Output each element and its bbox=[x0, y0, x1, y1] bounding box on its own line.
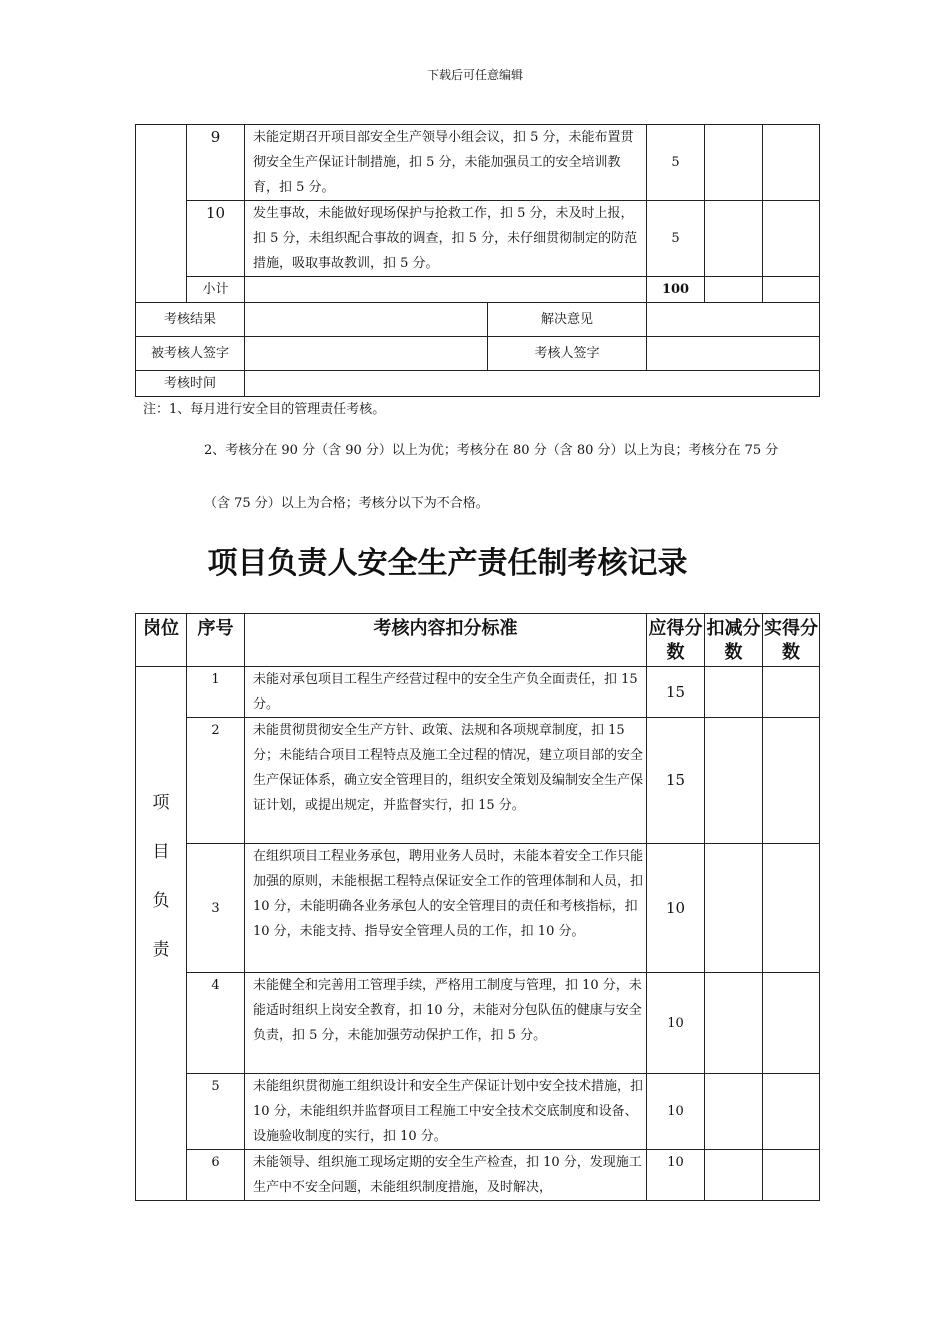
row-content: 未能贯彻贯彻安全生产方针、政策、法规和各项规章制度，扣 15 分；未能结合项目工程特点及施工全过程的情况，建立项目部的安全生产保证体系，确立安全管理目的，组织安全策划及编制安全生产保证计划，或提出规定，并监督实行，扣 15 分。 bbox=[245, 718, 647, 844]
table-row bbox=[136, 718, 820, 844]
row-content: 未能领导、组织施工现场定期的安全生产检查，扣 10 分，发现施工生产中不安全问题，未能组织制度措施，及时解决， bbox=[245, 1150, 647, 1201]
row-due-score: 10 bbox=[647, 973, 705, 1074]
table-header-row bbox=[136, 614, 820, 667]
row-deduct-score[interactable] bbox=[705, 718, 763, 844]
row-number: 4 bbox=[187, 973, 245, 1074]
note-line-2: 2、考核分在 90 分（含 90 分）以上为优；考核分在 80 分（含 80 分）以上为良；考核分在 75 分 bbox=[204, 443, 779, 458]
note-line-3: （含 75 分）以上为合格；考核分以下为不合格。 bbox=[204, 496, 489, 511]
assessment-table-continued bbox=[135, 124, 820, 397]
row-actual-score[interactable] bbox=[763, 1150, 820, 1201]
row-number: 1 bbox=[187, 667, 245, 718]
result-field[interactable] bbox=[245, 303, 488, 337]
row-deduct-score[interactable] bbox=[705, 125, 763, 201]
time-row bbox=[136, 371, 820, 397]
post-cell bbox=[136, 667, 187, 1201]
row-due-score: 15 bbox=[647, 718, 705, 844]
post-cell-empty bbox=[136, 125, 187, 303]
subtotal-row bbox=[136, 277, 820, 303]
time-label: 考核时间 bbox=[136, 371, 245, 397]
table-row bbox=[136, 667, 820, 718]
row-number: 9 bbox=[187, 125, 245, 201]
time-field[interactable] bbox=[245, 371, 820, 397]
subtotal-content-empty bbox=[245, 277, 647, 303]
row-due-score: 10 bbox=[647, 844, 705, 973]
header-content: 考核内容扣分标准 bbox=[245, 614, 647, 667]
row-content: 未能对承包项目工程生产经营过程中的安全生产负全面责任，扣 15 分。 bbox=[245, 667, 647, 718]
row-number: 10 bbox=[187, 201, 245, 277]
row-number: 6 bbox=[187, 1150, 245, 1201]
row-actual-score[interactable] bbox=[763, 973, 820, 1074]
page-header: 下载后可任意编辑 bbox=[426, 68, 523, 82]
header-post: 岗位 bbox=[136, 614, 187, 667]
table-row bbox=[136, 201, 820, 277]
result-row bbox=[136, 303, 820, 337]
row-actual-score[interactable] bbox=[763, 667, 820, 718]
row-number: 5 bbox=[187, 1074, 245, 1150]
row-content: 未能定期召开项目部安全生产领导小组会议，扣 5 分，未能布置贯彻安全生产保证计制措施，扣 5 分，未能加强员工的安全培训教育，扣 5 分。 bbox=[245, 125, 647, 201]
row-due-score: 10 bbox=[647, 1150, 705, 1201]
table-row bbox=[136, 1074, 820, 1150]
opinion-label: 解决意见 bbox=[488, 303, 647, 337]
row-deduct-score[interactable] bbox=[705, 973, 763, 1074]
row-due-score: 15 bbox=[647, 667, 705, 718]
subtotal-actual[interactable] bbox=[763, 277, 820, 303]
row-content: 在组织项目工程业务承包，聘用业务人员时，未能本着安全工作只能加强的原则，未能根据工程特点保证安全工作的管理体制和人员，扣 10 分，未能明确各业务承包人的安全管理目的责任和考核指标，扣 10 分，未能支持、指导安全管理人员的工作，扣 10 分。 bbox=[245, 844, 647, 973]
row-actual-score[interactable] bbox=[763, 844, 820, 973]
table-row bbox=[136, 125, 820, 201]
page-title: 项目负责人安全生产责任制考核记录 bbox=[207, 546, 688, 581]
row-content: 未能健全和完善用工管理手续，严格用工制度与管理，扣 10 分，未能适时组织上岗安全教育，扣 10 分，未能对分包队伍的健康与安全负责，扣 5 分，未能加强劳动保护工作，扣 5 分。 bbox=[245, 973, 647, 1074]
assessee-sign-field[interactable] bbox=[245, 337, 488, 371]
subtotal-label: 小计 bbox=[187, 277, 245, 303]
row-due-score: 10 bbox=[647, 1074, 705, 1150]
row-deduct-score[interactable] bbox=[705, 1074, 763, 1150]
row-due-score: 5 bbox=[647, 201, 705, 277]
subtotal-deduct[interactable] bbox=[705, 277, 763, 303]
row-number: 3 bbox=[187, 844, 245, 973]
table-row bbox=[136, 1150, 820, 1201]
row-actual-score[interactable] bbox=[763, 1074, 820, 1150]
assessor-sign-label: 考核人签字 bbox=[488, 337, 647, 371]
row-content: 发生事故，未能做好现场保护与抢救工作，扣 5 分，未及时上报，扣 5 分，未组织配合事故的调查，扣 5 分，未仔细贯彻制定的防范措施，吸取事故教训，扣 5 分。 bbox=[245, 201, 647, 277]
row-number: 2 bbox=[187, 718, 245, 844]
signature-row bbox=[136, 337, 820, 371]
header-deduct: 扣减分数 bbox=[705, 614, 763, 667]
row-actual-score[interactable] bbox=[763, 125, 820, 201]
row-deduct-score[interactable] bbox=[705, 667, 763, 718]
opinion-field[interactable] bbox=[647, 303, 820, 337]
assessor-sign-field[interactable] bbox=[647, 337, 820, 371]
project-manager-assessment-table bbox=[135, 613, 820, 1201]
header-seq: 序号 bbox=[187, 614, 245, 667]
subtotal-value: 100 bbox=[647, 277, 705, 303]
header-due: 应得分数 bbox=[647, 614, 705, 667]
row-deduct-score[interactable] bbox=[705, 844, 763, 973]
row-deduct-score[interactable] bbox=[705, 201, 763, 277]
row-deduct-score[interactable] bbox=[705, 1150, 763, 1201]
post-label: 项目负责 bbox=[152, 793, 170, 960]
assessee-sign-label: 被考核人签字 bbox=[136, 337, 245, 371]
row-actual-score[interactable] bbox=[763, 718, 820, 844]
result-label: 考核结果 bbox=[136, 303, 245, 337]
note-line-1: 注：1、每月进行安全目的管理责任考核。 bbox=[143, 402, 386, 417]
row-due-score: 5 bbox=[647, 125, 705, 201]
table-row bbox=[136, 973, 820, 1074]
header-actual: 实得分数 bbox=[763, 614, 820, 667]
row-actual-score[interactable] bbox=[763, 201, 820, 277]
table-row bbox=[136, 844, 820, 973]
row-content: 未能组织贯彻施工组织设计和安全生产保证计划中安全技术措施，扣 10 分，未能组织并监督项目工程施工中安全技术交底制度和设备、设施验收制度的实行，扣 10 分。 bbox=[245, 1074, 647, 1150]
